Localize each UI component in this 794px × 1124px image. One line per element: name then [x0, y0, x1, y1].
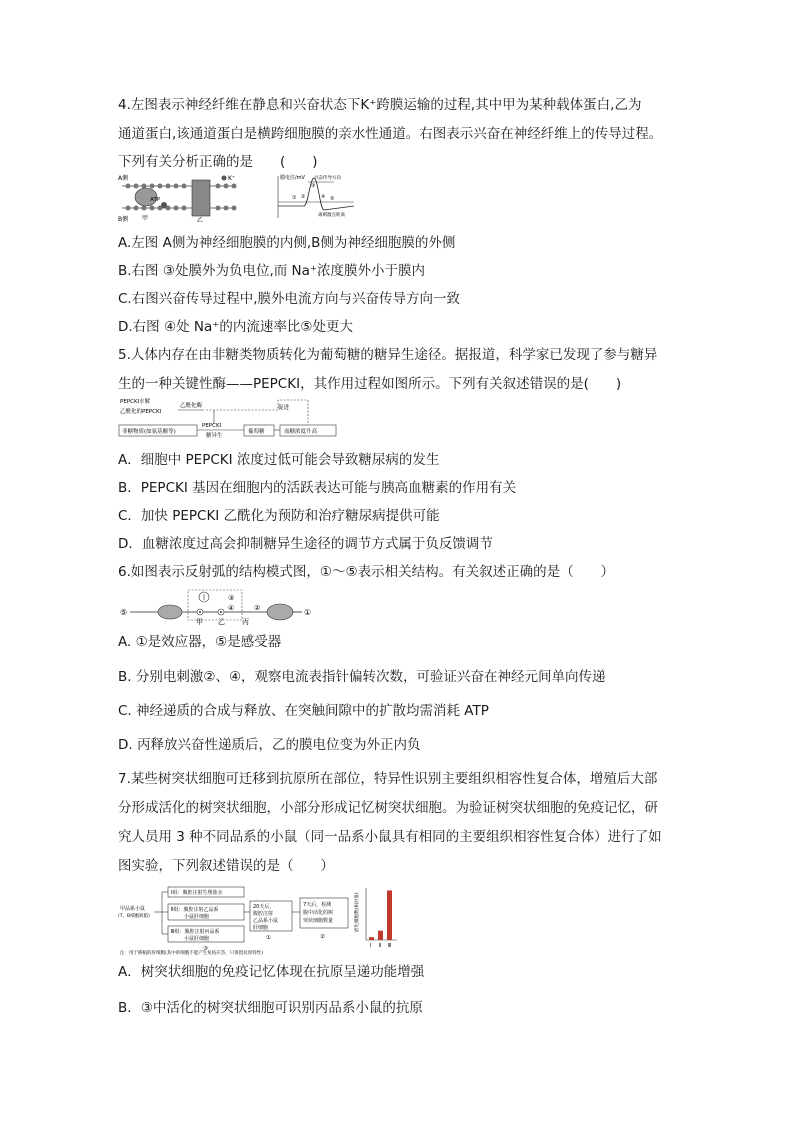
q7-label-mid-4: 肝细胞: [253, 925, 269, 931]
q4-label-2: ②: [301, 194, 306, 200]
q7-label-mid-3: 乙品系小鼠: [253, 918, 279, 924]
q4-label-a-side: A侧: [118, 175, 129, 182]
q7-chart-bar-2: [378, 931, 383, 940]
q7-label-group-1: Ⅰ组：腹腔注射生理盐水: [171, 890, 223, 896]
q7-figure-experiment: [118, 884, 400, 956]
q4-figure-membrane: [118, 172, 358, 224]
q5-stem-line-1: 5.人体内存在由非糖类物质转化为葡萄糖的糖异生途径。据报道，科学家已发现了参与糖异: [118, 347, 658, 363]
q5-label-gluconeo: 糖异生: [206, 433, 223, 439]
q4-stem-line-3: 下列有关分析正确的是 ( ): [118, 154, 318, 170]
q5-label-acetylated: 乙酰化的PEPCKI: [120, 409, 162, 415]
q6-option-c: C. 神经递质的合成与释放、在突触间隙中的扩散均需消耗 ATP: [118, 703, 489, 719]
q4-label-atp: ATP: [150, 197, 161, 203]
q6-stem-line-1: 6.如图表示反射弧的结构模式图，①～⑤表示相关结构。有关叙述正确的是（ ）: [118, 564, 615, 580]
q6-label-2: ②: [254, 604, 261, 612]
q5-label-glucose: 葡萄糖: [248, 429, 265, 435]
q4-label-1: ①: [292, 195, 297, 201]
q7-chart-tick-1: Ⅰ: [370, 943, 372, 949]
q4-option-c: C.右图兴奋传导过程中,膜外电流方向与兴奋传导方向一致: [118, 291, 461, 307]
q7-bar-chart: [366, 888, 397, 949]
q6-label-bing: 丙: [242, 618, 249, 626]
q7-label-mouse: 甲品系小鼠: [120, 906, 146, 912]
q5-label-hydrolysis: PEPCKI水解: [120, 399, 151, 405]
q5-label-rise: 血糖浓度升高: [284, 429, 318, 435]
q6-label-5: ⑤: [120, 608, 128, 617]
q4-label-4: ④: [321, 194, 326, 200]
q6-figure-reflex-arc: [118, 586, 318, 628]
q7-option-a: A．树突状细胞的免疫记忆体现在抗原呈递功能增强: [118, 964, 425, 980]
q6-option-d: D. 丙释放兴奋性递质后，乙的膜电位变为外正内负: [118, 737, 421, 753]
q4-option-b: B.右图 ③处膜外为负电位,而 Na⁺浓度膜外小于膜内: [118, 263, 426, 279]
q5-option-d: D．血糖浓度过高会抑制糖异生途径的调节方式属于负反馈调节: [118, 536, 493, 552]
q7-chart-ylabel: 活化细胞数(相对值): [355, 892, 360, 932]
q4-option-a: A.左图 A侧为神经细胞膜的内侧,B侧为神经细胞膜的外侧: [118, 235, 456, 251]
q7-label-mouse-note: (T、B细胞缺陷): [118, 914, 150, 919]
q4-stem-line-1: 4.左图表示神经纤维在静息和兴奋状态下K⁺跨膜运输的过程,其中甲为某种载体蛋白,乙为: [118, 97, 642, 113]
q5-option-b: B．PEPCKI 基因在细胞内的活跃表达可能与胰高血糖素的作用有关: [118, 480, 517, 496]
q5-figure-pathway: [118, 396, 338, 440]
q4-label-k: K⁺: [228, 175, 236, 182]
q7-chart-bar-3: [387, 890, 392, 940]
q7-label-group-3b: 小鼠肝细胞: [184, 936, 210, 942]
q4-label-yi: 乙: [197, 217, 204, 224]
q6-label-4: ④: [228, 604, 235, 612]
q7-label-right-3: 突状细胞数量: [303, 918, 334, 924]
q7-stem-line-2: 分形成活化的树突状细胞，小部分形成记忆树突状细胞。为验证树突状细胞的免疫记忆，研: [118, 800, 658, 816]
q5-label-nonsugar: 非糖物质(如氨基酸等): [122, 429, 176, 435]
q4-stem-line-2: 通道蛋白,该通道蛋白是横跨细胞膜的亲水性通道。右图表示兴奋在神经纤维上的传导过程。: [118, 126, 663, 142]
q7-option-b: B．③中活化的树突状细胞可识别丙品系小鼠的抗原: [118, 1000, 423, 1016]
q7-label-group-3a: Ⅲ组：腹腔注射丙品系: [171, 929, 220, 935]
q7-chart-bar-1: [369, 937, 374, 940]
q6-label-3: ③: [228, 594, 235, 602]
q4-label-5: ⑤: [330, 196, 335, 202]
q7-label-n3: ③: [203, 946, 208, 952]
q5-label-acetylase: 乙酰化酶: [180, 403, 203, 409]
q6-label-jia: 甲: [196, 618, 203, 626]
q7-label-group-2a: Ⅱ组：腹腔注射乙品系: [171, 907, 219, 913]
q7-label-right-1: 7天后，检测: [303, 902, 332, 908]
q5-option-c: C．加快 PEPCKI 乙酰化为预防和治疗糖尿病提供可能: [118, 508, 440, 524]
q7-label-mid-1: 20天后，: [253, 904, 275, 910]
q4-label-b-side: B侧: [118, 216, 129, 223]
q7-chart-tick-2: Ⅱ: [379, 943, 382, 949]
q7-label-n2: ②: [320, 934, 325, 940]
q7-label-group-2b: 小鼠肝细胞: [184, 914, 210, 920]
q4-label-3: ③: [311, 183, 316, 189]
q7-label-mid-2: 腹腔注射: [253, 911, 274, 917]
q6-option-b: B. 分别电刺激②、④，观察电流表指针偏转次数，可验证兴奋在神经元间单向传递: [118, 669, 606, 685]
q5-stem-line-2: 生的一种关键性酶——PEPCKI，其作用过程如图所示。下列有关叙述错误的是( ): [118, 376, 622, 392]
q4-option-d: D.右图 ④处 Na⁺的内流速率比⑤处更大: [118, 319, 353, 335]
q7-stem-line-4: 图实验，下列叙述错误的是（ ）: [118, 858, 334, 874]
q6-option-a: A. ①是效应器，⑤是感受器: [118, 634, 282, 650]
q4-label-direction: 兴奋传导方向: [314, 176, 341, 181]
q7-stem-line-1: 7.某些树突状细胞可迁移到抗原所在部位，特异性识别主要组织相容性复合体，增殖后大部: [118, 771, 658, 787]
q7-chart-tick-3: Ⅲ: [388, 943, 392, 949]
q4-label-xlabel: 离刺激点距离: [318, 213, 345, 218]
q5-label-pepcki: PEPCKI: [202, 423, 222, 429]
q4-label-jia: 甲: [142, 215, 149, 222]
q6-label-yi: 乙: [218, 618, 225, 626]
q6-label-1: ①: [304, 608, 312, 617]
q5-option-a: A．细胞中 PEPCKI 浓度过低可能会导致糖尿病的发生: [118, 452, 440, 468]
q5-label-promote: 促进: [278, 405, 290, 411]
q7-label-note: 注：用于移植的肝细胞(其中的细胞不能产生免疫应答，只保留抗原特性): [120, 951, 264, 956]
q7-label-right-2: 腹中活化的树: [303, 910, 334, 916]
q7-stem-line-3: 究人员用 3 种不同品系的小鼠（同一品系小鼠具有相同的主要组织相容性复合体）进行了如: [118, 829, 662, 845]
q7-label-n1: ①: [266, 935, 271, 941]
q4-label-ylabel: 膜电位/mV: [280, 175, 305, 181]
